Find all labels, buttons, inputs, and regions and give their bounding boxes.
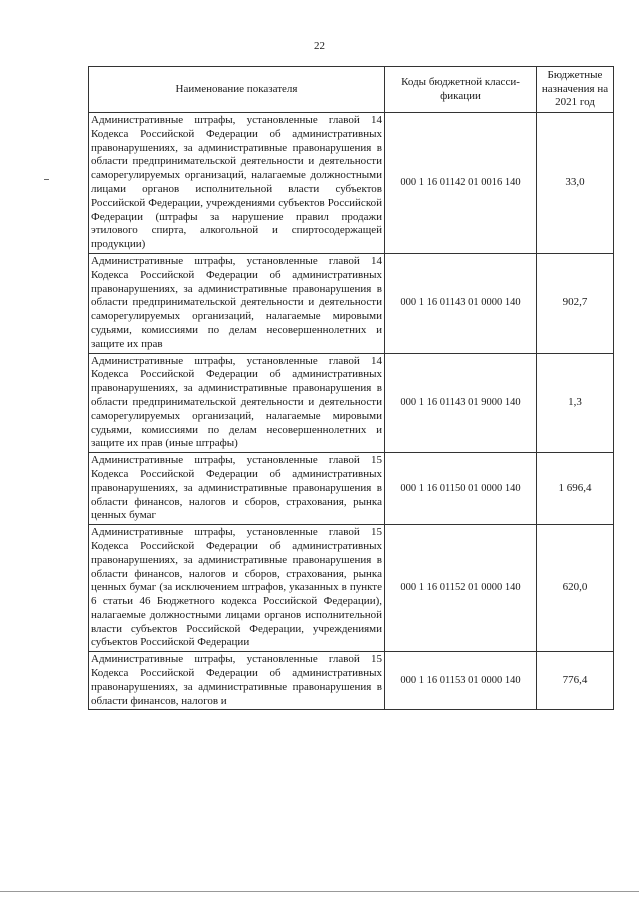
row-code: 000 1 16 01153 01 0000 140 (385, 652, 537, 710)
row-code: 000 1 16 01143 01 0000 140 (385, 253, 537, 353)
row-name: Административные штрафы, установленные главой 15 Кодекса Российской Федерации об административных правонарушениях, за административные правонарушения в области финансов, налогов и сборов, страхования, рынка ценных бумаг (за исключением штрафов, указанных в пункте 6 статьи 46 Бюджетного кодекса Российской Федерации), налагаемые должностными лицами органов исполнительной власти субъектов Российской Федерации, учреждениями субъектов Российской Федерации (89, 525, 385, 652)
row-name: Административные штрафы, установленные главой 15 Кодекса Российской Федерации об административных правонарушениях, за административные правонарушения в области финансов, налогов и сборов, страхования, рынка ценных бумаг (89, 453, 385, 525)
row-code: 000 1 16 01142 01 0016 140 (385, 113, 537, 254)
row-name: Административные штрафы, установленные главой 14 Кодекса Российской Федерации об административных правонарушениях, за административные правонарушения в области предпринимательской деятельности и деятельности саморегулируемых организаций, налагаемые мировыми судьями, комиссиями по делам несовершеннолетних и защите их прав (89, 253, 385, 353)
margin-mark (44, 179, 49, 180)
row-name: Административные штрафы, установленные главой 14 Кодекса Российской Федерации об административных правонарушениях, за административные правонарушения в области предпринимательской деятельности и деятельности саморегулируемых организаций, налагаемые мировыми судьями, комиссиями по делам несовершеннолетних и защите их прав (иные штрафы) (89, 353, 385, 453)
row-value: 902,7 (537, 253, 614, 353)
row-value: 1 696,4 (537, 453, 614, 525)
row-code: 000 1 16 01150 01 0000 140 (385, 453, 537, 525)
row-name: Административные штрафы, установленные главой 15 Кодекса Российской Федерации об административных правонарушениях, за административные правонарушения в области финансов, налогов и (89, 652, 385, 710)
budget-table (88, 66, 614, 710)
page-bottom-rule (0, 891, 639, 892)
table-row (89, 353, 614, 453)
row-code: 000 1 16 01143 01 9000 140 (385, 353, 537, 453)
row-value: 1,3 (537, 353, 614, 453)
row-value: 776,4 (537, 652, 614, 710)
page-number: 22 (314, 40, 325, 52)
header-name: Наименование показателя (89, 67, 385, 113)
header-value: Бюджетные назначения на 2021 год (537, 67, 614, 113)
row-code: 000 1 16 01152 01 0000 140 (385, 525, 537, 652)
table-row (89, 652, 614, 710)
table-row (89, 453, 614, 525)
table-header-row (89, 67, 614, 113)
row-name: Административные штрафы, установленные главой 14 Кодекса Российской Федерации об административных правонарушениях, за административные правонарушения в области предпринимательской деятельности и деятельности саморегулируемых организаций, налагаемые должностными лицами органов исполнительной власти субъектов Российской Федерации, учреждениями субъектов Российской Федерации (штрафы за нарушение правил продажи этилового спирта, алкогольной и спиртосодержащей продукции) (89, 113, 385, 254)
table-row (89, 525, 614, 652)
row-value: 620,0 (537, 525, 614, 652)
header-code: Коды бюджетной класси-фикации (385, 67, 537, 113)
row-value: 33,0 (537, 113, 614, 254)
table-row (89, 253, 614, 353)
table-row (89, 113, 614, 254)
